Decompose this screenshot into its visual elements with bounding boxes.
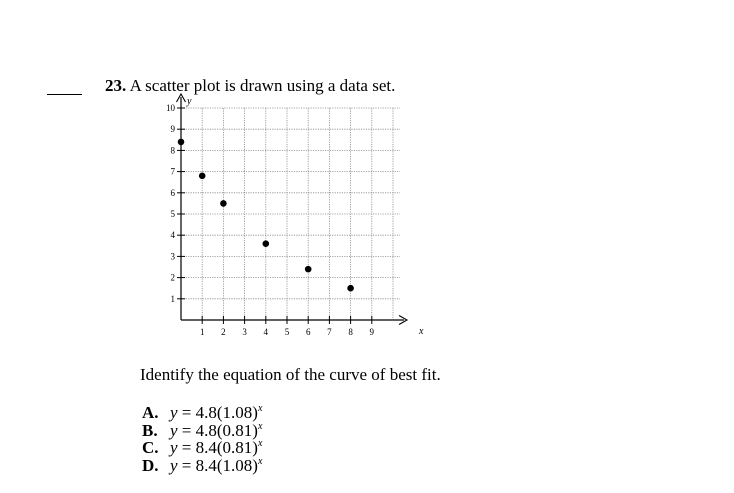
y-tick-label: 7: [170, 166, 175, 177]
choice-d-exponent: x: [257, 455, 263, 467]
choice-b-letter: B.: [142, 420, 158, 440]
y-tick-label: 5: [170, 209, 175, 219]
x-tick-label: 7: [327, 327, 332, 337]
choice-b-equation: = 4.8(0.81): [181, 420, 258, 440]
x-tick-label: 8: [348, 327, 353, 337]
choice-b[interactable]: [142, 422, 262, 440]
data-point: [305, 266, 312, 273]
y-tick-label: 1: [170, 293, 175, 304]
choice-d-lhs: y: [170, 455, 178, 475]
x-tick-label: 4: [263, 327, 269, 337]
y-tick-label: 4: [170, 230, 175, 241]
x-tick-label: 9: [369, 327, 375, 337]
data-point: [178, 139, 185, 146]
y-tick-label: 2: [170, 272, 175, 283]
choice-a-exponent: x: [257, 403, 263, 414]
data-point: [220, 200, 227, 207]
choice-c-lhs: y: [170, 438, 178, 457]
data-point: [199, 173, 206, 180]
choice-a-letter: A.: [142, 403, 159, 422]
x-tick-label: 5: [284, 327, 290, 337]
question-prompt: Identify the equation of the curve of best fit.: [140, 365, 441, 384]
x-axis-label: x: [419, 326, 424, 337]
x-tick-label: 3: [242, 327, 247, 337]
y-tick-label: 9: [170, 124, 175, 135]
answer-choices: [142, 404, 262, 474]
y-axis-label: y: [187, 96, 192, 107]
data-point: [263, 240, 270, 247]
x-tick-label: 1: [199, 327, 205, 337]
choice-d-letter: D.: [142, 455, 159, 475]
choice-b-lhs: y: [170, 420, 178, 440]
data-point: [347, 285, 354, 292]
choice-c[interactable]: [142, 439, 262, 457]
choice-d-equation: = 8.4(1.08): [181, 455, 258, 475]
y-tick-label: 8: [170, 145, 175, 156]
x-tick-label: 6: [305, 327, 311, 337]
choice-c-exponent: x: [257, 438, 263, 449]
choice-c-equation: = 8.4(0.81): [181, 438, 258, 457]
choice-d[interactable]: [142, 457, 262, 475]
choice-b-exponent: x: [257, 420, 263, 432]
y-tick-label: 10: [166, 103, 175, 113]
question-number: 23.: [105, 76, 127, 95]
x-tick-label: 2: [221, 327, 226, 337]
choice-a-equation: = 4.8(1.08): [181, 403, 258, 422]
y-tick-label: 3: [170, 251, 175, 262]
y-tick-label: 6: [170, 187, 175, 198]
choice-c-letter: C.: [142, 438, 159, 457]
question-text: A scatter plot is drawn using a data set.: [129, 76, 396, 95]
choice-a-lhs: y: [170, 403, 178, 422]
choice-a[interactable]: [142, 404, 262, 422]
